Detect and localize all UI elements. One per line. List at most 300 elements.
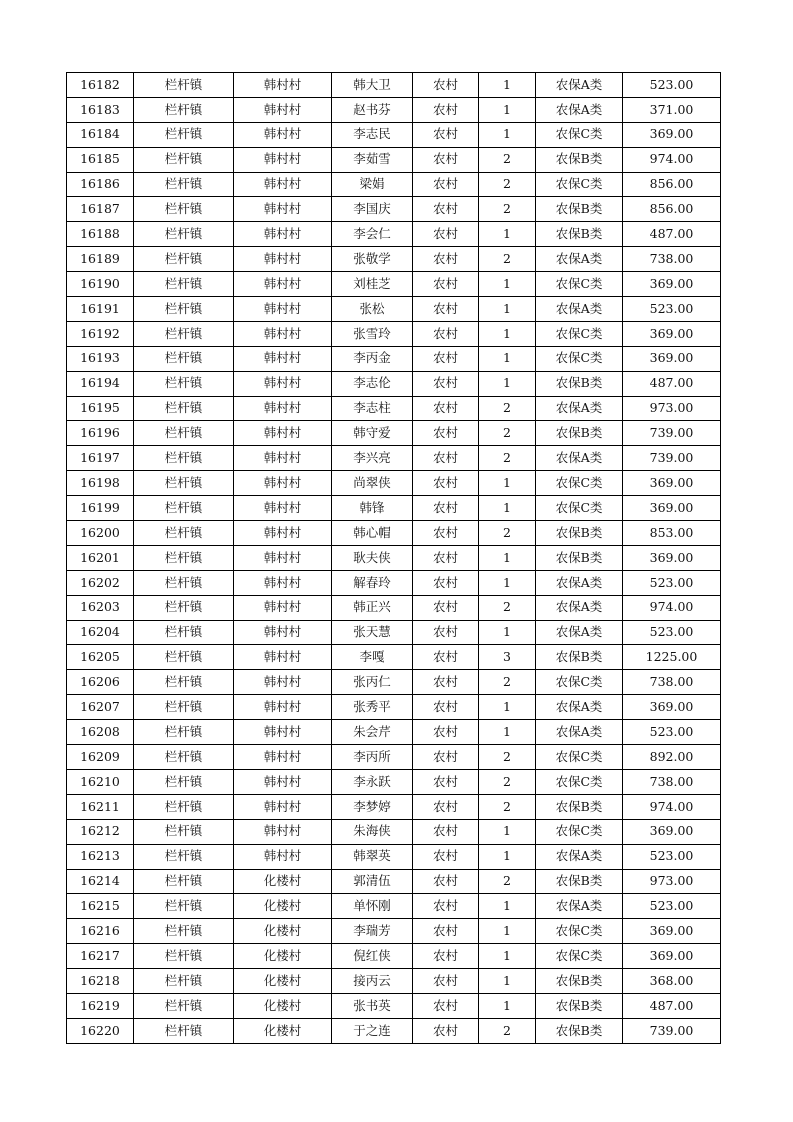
- cell-amount: 738.00: [623, 247, 721, 272]
- cell-type: 农村: [413, 894, 479, 919]
- table-row: [67, 819, 721, 844]
- table-row: [67, 147, 721, 172]
- cell-town: 栏杆镇: [134, 695, 234, 720]
- cell-count: 1: [479, 844, 536, 869]
- cell-town: 栏杆镇: [134, 944, 234, 969]
- cell-id: 16212: [67, 819, 134, 844]
- cell-id: 16201: [67, 545, 134, 570]
- cell-village: 韩村村: [234, 97, 332, 122]
- cell-village: 韩村村: [234, 396, 332, 421]
- cell-name: 解春玲: [332, 570, 413, 595]
- cell-village: 化楼村: [234, 944, 332, 969]
- cell-type: 农村: [413, 396, 479, 421]
- cell-category: 农保C类: [536, 471, 623, 496]
- cell-town: 栏杆镇: [134, 819, 234, 844]
- cell-amount: 739.00: [623, 421, 721, 446]
- cell-type: 农村: [413, 321, 479, 346]
- table-row: [67, 844, 721, 869]
- cell-count: 1: [479, 993, 536, 1018]
- cell-town: 栏杆镇: [134, 969, 234, 994]
- cell-town: 栏杆镇: [134, 272, 234, 297]
- table-row: [67, 944, 721, 969]
- cell-category: 农保A类: [536, 894, 623, 919]
- cell-village: 韩村村: [234, 321, 332, 346]
- cell-type: 农村: [413, 769, 479, 794]
- cell-type: 农村: [413, 346, 479, 371]
- cell-village: 化楼村: [234, 894, 332, 919]
- cell-count: 1: [479, 570, 536, 595]
- table-row: [67, 645, 721, 670]
- cell-name: 朱会芹: [332, 720, 413, 745]
- cell-name: 朱海侠: [332, 819, 413, 844]
- cell-amount: 368.00: [623, 969, 721, 994]
- cell-town: 栏杆镇: [134, 247, 234, 272]
- cell-town: 栏杆镇: [134, 570, 234, 595]
- table-row: [67, 521, 721, 546]
- cell-amount: 1225.00: [623, 645, 721, 670]
- cell-id: 16213: [67, 844, 134, 869]
- cell-village: 韩村村: [234, 720, 332, 745]
- cell-amount: 739.00: [623, 446, 721, 471]
- cell-category: 农保B类: [536, 993, 623, 1018]
- cell-name: 李志民: [332, 122, 413, 147]
- cell-name: 接丙云: [332, 969, 413, 994]
- cell-amount: 523.00: [623, 844, 721, 869]
- cell-count: 1: [479, 894, 536, 919]
- cell-village: 韩村村: [234, 222, 332, 247]
- cell-type: 农村: [413, 720, 479, 745]
- cell-name: 梁娟: [332, 172, 413, 197]
- cell-village: 韩村村: [234, 122, 332, 147]
- cell-village: 韩村村: [234, 197, 332, 222]
- table-row: [67, 297, 721, 322]
- cell-town: 栏杆镇: [134, 794, 234, 819]
- cell-village: 韩村村: [234, 794, 332, 819]
- cell-amount: 973.00: [623, 396, 721, 421]
- cell-village: 韩村村: [234, 620, 332, 645]
- cell-village: 韩村村: [234, 297, 332, 322]
- cell-village: 化楼村: [234, 869, 332, 894]
- cell-town: 栏杆镇: [134, 73, 234, 98]
- cell-name: 李兴亮: [332, 446, 413, 471]
- cell-town: 栏杆镇: [134, 321, 234, 346]
- cell-name: 李茹雪: [332, 147, 413, 172]
- cell-town: 栏杆镇: [134, 396, 234, 421]
- cell-type: 农村: [413, 819, 479, 844]
- cell-name: 韩心帽: [332, 521, 413, 546]
- cell-amount: 523.00: [623, 720, 721, 745]
- cell-name: 韩大卫: [332, 73, 413, 98]
- table-row: [67, 869, 721, 894]
- table-row: [67, 670, 721, 695]
- cell-town: 栏杆镇: [134, 919, 234, 944]
- cell-name: 韩正兴: [332, 595, 413, 620]
- cell-name: 张丙仁: [332, 670, 413, 695]
- cell-category: 农保C类: [536, 745, 623, 770]
- cell-amount: 369.00: [623, 819, 721, 844]
- cell-town: 栏杆镇: [134, 645, 234, 670]
- cell-count: 2: [479, 595, 536, 620]
- cell-village: 韩村村: [234, 695, 332, 720]
- cell-count: 2: [479, 197, 536, 222]
- cell-name: 倪红侠: [332, 944, 413, 969]
- cell-village: 韩村村: [234, 595, 332, 620]
- cell-amount: 523.00: [623, 570, 721, 595]
- cell-id: 16192: [67, 321, 134, 346]
- cell-type: 农村: [413, 645, 479, 670]
- cell-town: 栏杆镇: [134, 147, 234, 172]
- cell-type: 农村: [413, 122, 479, 147]
- cell-village: 韩村村: [234, 745, 332, 770]
- cell-id: 16190: [67, 272, 134, 297]
- cell-category: 农保A类: [536, 446, 623, 471]
- cell-id: 16187: [67, 197, 134, 222]
- cell-type: 农村: [413, 371, 479, 396]
- cell-town: 栏杆镇: [134, 346, 234, 371]
- cell-village: 化楼村: [234, 919, 332, 944]
- cell-count: 2: [479, 172, 536, 197]
- cell-amount: 523.00: [623, 297, 721, 322]
- cell-type: 农村: [413, 147, 479, 172]
- cell-name: 张雪玲: [332, 321, 413, 346]
- cell-village: 韩村村: [234, 371, 332, 396]
- cell-town: 栏杆镇: [134, 471, 234, 496]
- cell-amount: 487.00: [623, 993, 721, 1018]
- cell-id: 16193: [67, 346, 134, 371]
- cell-count: 1: [479, 346, 536, 371]
- cell-id: 16210: [67, 769, 134, 794]
- cell-amount: 369.00: [623, 346, 721, 371]
- cell-village: 韩村村: [234, 272, 332, 297]
- cell-amount: 369.00: [623, 471, 721, 496]
- cell-name: 张松: [332, 297, 413, 322]
- cell-category: 农保B类: [536, 197, 623, 222]
- cell-name: 张敬学: [332, 247, 413, 272]
- cell-id: 16182: [67, 73, 134, 98]
- cell-type: 农村: [413, 944, 479, 969]
- cell-type: 农村: [413, 570, 479, 595]
- table-row: [67, 222, 721, 247]
- cell-amount: 974.00: [623, 147, 721, 172]
- table-row: [67, 172, 721, 197]
- cell-id: 16197: [67, 446, 134, 471]
- cell-category: 农保A类: [536, 97, 623, 122]
- cell-amount: 487.00: [623, 222, 721, 247]
- cell-town: 栏杆镇: [134, 769, 234, 794]
- cell-town: 栏杆镇: [134, 993, 234, 1018]
- cell-count: 1: [479, 819, 536, 844]
- cell-amount: 738.00: [623, 769, 721, 794]
- cell-town: 栏杆镇: [134, 844, 234, 869]
- cell-count: 2: [479, 769, 536, 794]
- cell-type: 农村: [413, 745, 479, 770]
- cell-type: 农村: [413, 247, 479, 272]
- cell-town: 栏杆镇: [134, 297, 234, 322]
- table-row: [67, 272, 721, 297]
- cell-count: 2: [479, 396, 536, 421]
- cell-village: 韩村村: [234, 545, 332, 570]
- table-row: [67, 620, 721, 645]
- cell-name: 韩翠英: [332, 844, 413, 869]
- table-row: [67, 421, 721, 446]
- cell-id: 16199: [67, 496, 134, 521]
- cell-count: 2: [479, 421, 536, 446]
- cell-count: 1: [479, 297, 536, 322]
- table-row: [67, 496, 721, 521]
- cell-amount: 369.00: [623, 944, 721, 969]
- cell-name: 张书英: [332, 993, 413, 1018]
- cell-id: 16215: [67, 894, 134, 919]
- cell-name: 李梦婷: [332, 794, 413, 819]
- cell-name: 李瑞芳: [332, 919, 413, 944]
- cell-village: 韩村村: [234, 73, 332, 98]
- cell-count: 1: [479, 122, 536, 147]
- cell-category: 农保B类: [536, 147, 623, 172]
- cell-id: 16203: [67, 595, 134, 620]
- cell-category: 农保C类: [536, 944, 623, 969]
- table-row: [67, 570, 721, 595]
- cell-id: 16207: [67, 695, 134, 720]
- cell-category: 农保C类: [536, 172, 623, 197]
- cell-type: 农村: [413, 969, 479, 994]
- cell-type: 农村: [413, 595, 479, 620]
- cell-type: 农村: [413, 222, 479, 247]
- cell-village: 韩村村: [234, 645, 332, 670]
- cell-type: 农村: [413, 421, 479, 446]
- cell-village: 韩村村: [234, 172, 332, 197]
- cell-id: 16209: [67, 745, 134, 770]
- cell-type: 农村: [413, 446, 479, 471]
- cell-name: 赵书芬: [332, 97, 413, 122]
- cell-type: 农村: [413, 844, 479, 869]
- cell-village: 韩村村: [234, 670, 332, 695]
- cell-category: 农保A类: [536, 720, 623, 745]
- cell-amount: 973.00: [623, 869, 721, 894]
- cell-type: 农村: [413, 869, 479, 894]
- cell-town: 栏杆镇: [134, 745, 234, 770]
- cell-category: 农保C类: [536, 670, 623, 695]
- cell-type: 农村: [413, 73, 479, 98]
- cell-id: 16200: [67, 521, 134, 546]
- cell-village: 化楼村: [234, 993, 332, 1018]
- cell-count: 1: [479, 97, 536, 122]
- cell-id: 16185: [67, 147, 134, 172]
- cell-id: 16208: [67, 720, 134, 745]
- cell-town: 栏杆镇: [134, 172, 234, 197]
- cell-category: 农保B类: [536, 1018, 623, 1043]
- cell-town: 栏杆镇: [134, 222, 234, 247]
- cell-category: 农保A类: [536, 570, 623, 595]
- cell-town: 栏杆镇: [134, 595, 234, 620]
- cell-category: 农保B类: [536, 371, 623, 396]
- cell-amount: 856.00: [623, 197, 721, 222]
- table-row: [67, 1018, 721, 1043]
- cell-name: 李志伦: [332, 371, 413, 396]
- cell-count: 1: [479, 919, 536, 944]
- cell-count: 2: [479, 869, 536, 894]
- cell-amount: 369.00: [623, 272, 721, 297]
- cell-count: 1: [479, 620, 536, 645]
- cell-amount: 371.00: [623, 97, 721, 122]
- cell-type: 农村: [413, 496, 479, 521]
- cell-amount: 974.00: [623, 794, 721, 819]
- cell-count: 1: [479, 321, 536, 346]
- cell-id: 16189: [67, 247, 134, 272]
- cell-amount: 523.00: [623, 894, 721, 919]
- cell-amount: 369.00: [623, 919, 721, 944]
- cell-name: 李丙金: [332, 346, 413, 371]
- cell-village: 韩村村: [234, 421, 332, 446]
- table-row: [67, 396, 721, 421]
- cell-town: 栏杆镇: [134, 496, 234, 521]
- cell-id: 16191: [67, 297, 134, 322]
- table-row: [67, 919, 721, 944]
- cell-count: 3: [479, 645, 536, 670]
- cell-count: 1: [479, 222, 536, 247]
- cell-id: 16217: [67, 944, 134, 969]
- cell-amount: 369.00: [623, 695, 721, 720]
- cell-count: 2: [479, 446, 536, 471]
- table-row: [67, 720, 721, 745]
- cell-type: 农村: [413, 521, 479, 546]
- cell-village: 韩村村: [234, 844, 332, 869]
- cell-count: 1: [479, 944, 536, 969]
- cell-type: 农村: [413, 272, 479, 297]
- cell-village: 韩村村: [234, 247, 332, 272]
- cell-id: 16183: [67, 97, 134, 122]
- cell-category: 农保A类: [536, 595, 623, 620]
- cell-category: 农保C类: [536, 769, 623, 794]
- cell-category: 农保A类: [536, 247, 623, 272]
- cell-category: 农保A类: [536, 297, 623, 322]
- cell-town: 栏杆镇: [134, 421, 234, 446]
- cell-id: 16216: [67, 919, 134, 944]
- cell-type: 农村: [413, 670, 479, 695]
- cell-amount: 853.00: [623, 521, 721, 546]
- cell-type: 农村: [413, 172, 479, 197]
- cell-name: 韩守爱: [332, 421, 413, 446]
- cell-count: 2: [479, 745, 536, 770]
- cell-type: 农村: [413, 97, 479, 122]
- cell-village: 韩村村: [234, 496, 332, 521]
- cell-town: 栏杆镇: [134, 122, 234, 147]
- cell-count: 2: [479, 147, 536, 172]
- cell-village: 化楼村: [234, 1018, 332, 1043]
- cell-category: 农保B类: [536, 521, 623, 546]
- cell-village: 韩村村: [234, 769, 332, 794]
- cell-id: 16186: [67, 172, 134, 197]
- cell-category: 农保C类: [536, 496, 623, 521]
- cell-name: 李丙所: [332, 745, 413, 770]
- table-row: [67, 794, 721, 819]
- cell-category: 农保C类: [536, 819, 623, 844]
- cell-type: 农村: [413, 695, 479, 720]
- table-row: [67, 197, 721, 222]
- cell-amount: 738.00: [623, 670, 721, 695]
- cell-name: 耿夫侠: [332, 545, 413, 570]
- cell-count: 2: [479, 1018, 536, 1043]
- table-row: [67, 595, 721, 620]
- cell-name: 郭清伍: [332, 869, 413, 894]
- table-row: [67, 745, 721, 770]
- cell-count: 1: [479, 272, 536, 297]
- table-row: [67, 894, 721, 919]
- cell-village: 韩村村: [234, 521, 332, 546]
- cell-id: 16220: [67, 1018, 134, 1043]
- cell-category: 农保C类: [536, 346, 623, 371]
- cell-type: 农村: [413, 471, 479, 496]
- cell-category: 农保B类: [536, 794, 623, 819]
- cell-amount: 369.00: [623, 321, 721, 346]
- cell-name: 尚翠侠: [332, 471, 413, 496]
- cell-name: 单怀刚: [332, 894, 413, 919]
- cell-amount: 523.00: [623, 73, 721, 98]
- table-row: [67, 247, 721, 272]
- cell-id: 16195: [67, 396, 134, 421]
- cell-amount: 739.00: [623, 1018, 721, 1043]
- cell-id: 16204: [67, 620, 134, 645]
- cell-amount: 892.00: [623, 745, 721, 770]
- cell-amount: 523.00: [623, 620, 721, 645]
- table-row: [67, 446, 721, 471]
- cell-town: 栏杆镇: [134, 620, 234, 645]
- cell-category: 农保B类: [536, 222, 623, 247]
- cell-amount: 369.00: [623, 496, 721, 521]
- cell-id: 16206: [67, 670, 134, 695]
- table-row: [67, 321, 721, 346]
- cell-category: 农保B类: [536, 645, 623, 670]
- cell-village: 韩村村: [234, 471, 332, 496]
- cell-name: 刘桂芝: [332, 272, 413, 297]
- cell-category: 农保A类: [536, 396, 623, 421]
- table-row: [67, 371, 721, 396]
- cell-id: 16196: [67, 421, 134, 446]
- cell-id: 16214: [67, 869, 134, 894]
- cell-name: 张秀平: [332, 695, 413, 720]
- cell-town: 栏杆镇: [134, 197, 234, 222]
- cell-count: 1: [479, 969, 536, 994]
- cell-category: 农保A类: [536, 695, 623, 720]
- cell-id: 16202: [67, 570, 134, 595]
- table-row: [67, 993, 721, 1018]
- cell-town: 栏杆镇: [134, 894, 234, 919]
- cell-category: 农保B类: [536, 421, 623, 446]
- cell-count: 2: [479, 247, 536, 272]
- records-table: [66, 72, 721, 1044]
- cell-name: 李永跃: [332, 769, 413, 794]
- cell-village: 韩村村: [234, 570, 332, 595]
- cell-name: 张天慧: [332, 620, 413, 645]
- cell-name: 韩锋: [332, 496, 413, 521]
- cell-count: 1: [479, 545, 536, 570]
- cell-village: 韩村村: [234, 346, 332, 371]
- table-row: [67, 545, 721, 570]
- cell-town: 栏杆镇: [134, 446, 234, 471]
- cell-amount: 487.00: [623, 371, 721, 396]
- cell-category: 农保B类: [536, 869, 623, 894]
- cell-name: 于之连: [332, 1018, 413, 1043]
- table-row: [67, 695, 721, 720]
- table-row: [67, 769, 721, 794]
- cell-type: 农村: [413, 794, 479, 819]
- table-row: [67, 346, 721, 371]
- cell-town: 栏杆镇: [134, 545, 234, 570]
- table-row: [67, 97, 721, 122]
- cell-category: 农保A类: [536, 73, 623, 98]
- cell-type: 农村: [413, 993, 479, 1018]
- cell-town: 栏杆镇: [134, 371, 234, 396]
- cell-id: 16184: [67, 122, 134, 147]
